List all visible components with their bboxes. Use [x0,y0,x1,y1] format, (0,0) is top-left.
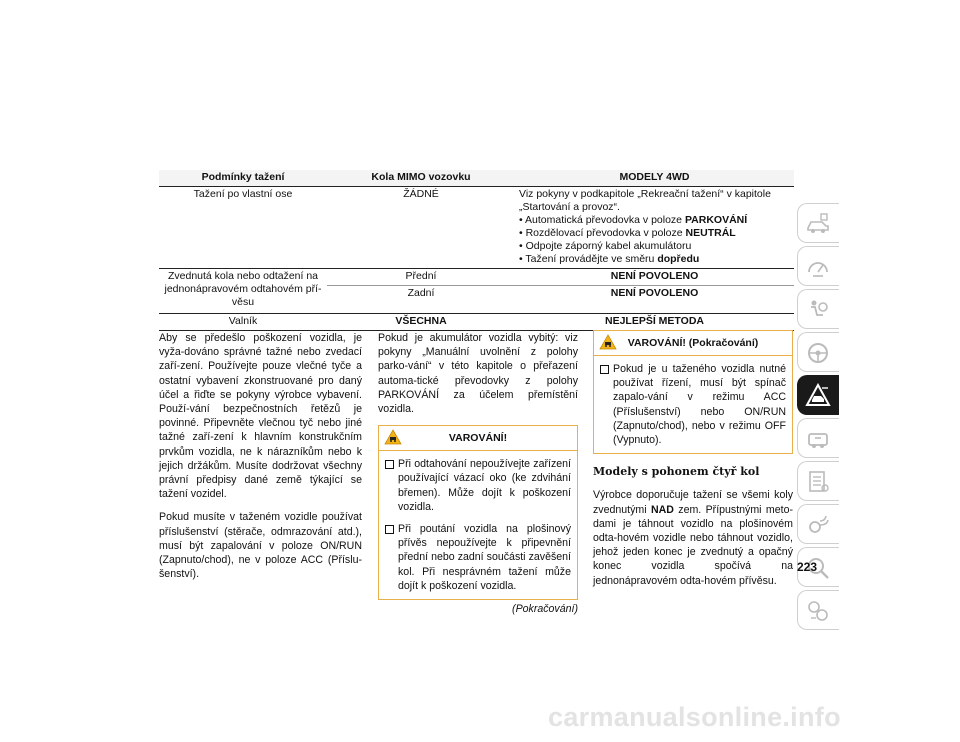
multimedia-icon [805,512,831,538]
table-row [159,187,794,269]
tab-safety[interactable] [797,289,839,329]
warning-title: VAROVÁNÍ! [448,432,508,445]
table-cell-front-value: NENÍ POVOLENO [515,269,794,286]
paragraph: Pokud musíte v taženém vozidle používat příslušenství (stěrače, odmrazování atd.), musí být zapalování v poloze ON/RUN (Zapnuto/chod), ne v poloze ACC (Příslu-šenství). [159,511,362,581]
checkbox-square-icon [385,525,394,534]
models-bullet: • Odpojte záporný kabel akumulátoru [519,240,692,252]
warning-box [593,330,793,454]
page-number: 223 [797,560,818,574]
table-cell-wheels: ŽÁDNÉ [327,187,515,269]
table-cell-condition: Zvednutá kola nebo odtažení na jednonápravovém odtahovém pří-věsu [159,269,327,314]
warning-triangle-icon [384,429,402,445]
table-header-conditions: Podmínky tažení [159,170,327,187]
table-cell-condition: Tažení po vlastní ose [159,187,327,269]
language-index-icon [805,598,831,624]
tab-service[interactable] [797,418,839,458]
table-row [159,269,794,286]
table-cell-front: Přední [327,269,515,286]
car-service-icon [805,426,831,452]
paragraph: Pokud je akumulátor vozidla vybitý: viz pokyny „Manuální uvolnění z polohy parko-vání“ v této kapitole o přeřazení automa-tické převodovky z polohy PARKOVÁNÍ za účelem přemístění vozidla. [378,332,578,416]
warning-header [379,426,577,451]
warning-item: Pokud je u taženého vozidla nutné používat řízení, musí být spínač zapalo-vání v režimu ACC (Příslušenství) nebo ON/RUN (Zapnuto/chod), nebo v režimu OFF (Vypnuto). [600,362,786,447]
table-header-wheels: Kola MIMO vozovku [327,170,515,187]
table-cell-rear-value: NENÍ POVOLENO [515,286,794,314]
checkbox-square-icon [385,460,394,469]
tab-dashboard[interactable] [797,246,839,286]
tab-specifications[interactable] [797,461,839,501]
paragraph: Výrobce doporučuje tažení se všemi koly zvednutými NAD zem. Přípustnými meto-dami je táhnout vozidlo na plošinovém odta-hovém vozidle nebo táhnout vozidlo, jehož jeden konec je zvednutý a opačný konec vozidla spočívá na jednonápravovém odta-hovém přívěsu. [593,489,793,587]
warning-box [378,425,578,600]
tab-emergency[interactable] [797,375,839,415]
towing-table [159,170,794,331]
checkbox-square-icon [600,365,609,374]
watermark-footer: carmanualsonline.info [548,702,841,732]
paragraph: Aby se předešlo poškození vozidla, je vyža-dováno správné tažné nebo zvedací zaří-zení. Používejte pouze vlečné tyče a ostatní vybavení zkonstruované pro daný účel a řiďte se pokyny výrobce vybavení. Použí-vání bezpečnostních řetězů je povinné. Připevněte vlečnou tyč nebo jiné tažné zaří-zení k hlavním konstrukčním prvkům vozidla, ne k nárazníkům nebo k jejich držákům. Musíte dodržovat všechny právní předpisy dané země týkající se tažení vozidel. [159,332,362,501]
table-cell-wheels: VŠECHNA [327,314,515,331]
text-column-1 [159,331,362,590]
table-cell-condition: Valník [159,314,327,331]
table-cell-models: NEJLEPŠÍ METODA [515,314,794,331]
text-column-3 [593,330,793,597]
dashboard-lights-icon [805,254,831,280]
warning-title: VAROVÁNÍ! (Pokračování) [627,337,759,349]
emergency-triangle-icon [805,383,831,409]
warning-header [594,331,792,356]
tab-driving[interactable] [797,332,839,372]
safety-airbag-icon [805,297,831,323]
text-column-2 [378,331,578,616]
continued-label: (Pokračování) [512,603,578,616]
models-bullet: • Rozdělovací převodovka v poloze NEUTRÁL [519,227,736,239]
steering-wheel-icon [805,340,831,366]
section-heading: Modely s pohonem čtyř kol [593,465,760,479]
models-instruction: Viz pokyny v podkapitole „Rekreační tažení“ v kapitole „Startování a provoz“. [519,188,771,213]
warning-item: Při poutání vozidla na plošinový přívěs nepoužívejte k připevnění přední nebo zadní součásti zavěšení kol. Při nesprávném tažení může dojít k poškození vozidla. [385,522,571,593]
table-cell-models [515,187,794,269]
car-info-icon [805,211,831,237]
table-header-models: MODELY 4WD [515,170,794,187]
specifications-list-icon [805,469,831,495]
models-bullet: • Tažení provádějte ve směru dopředu [519,253,700,265]
tab-language[interactable] [797,590,839,630]
models-bullet: • Automatická převodovka v poloze PARKOVÁNÍ [519,214,748,226]
tab-car-info[interactable] [797,203,839,243]
table-row [159,314,794,331]
warning-item: Při odtahování nepoužívejte zařízení používající vázací oko (ke zdvihání břemen). Může dojít k poškození vozidla. [385,457,571,514]
tab-multimedia[interactable] [797,504,839,544]
warning-triangle-icon [599,334,617,350]
table-cell-rear: Zadní [327,286,515,314]
